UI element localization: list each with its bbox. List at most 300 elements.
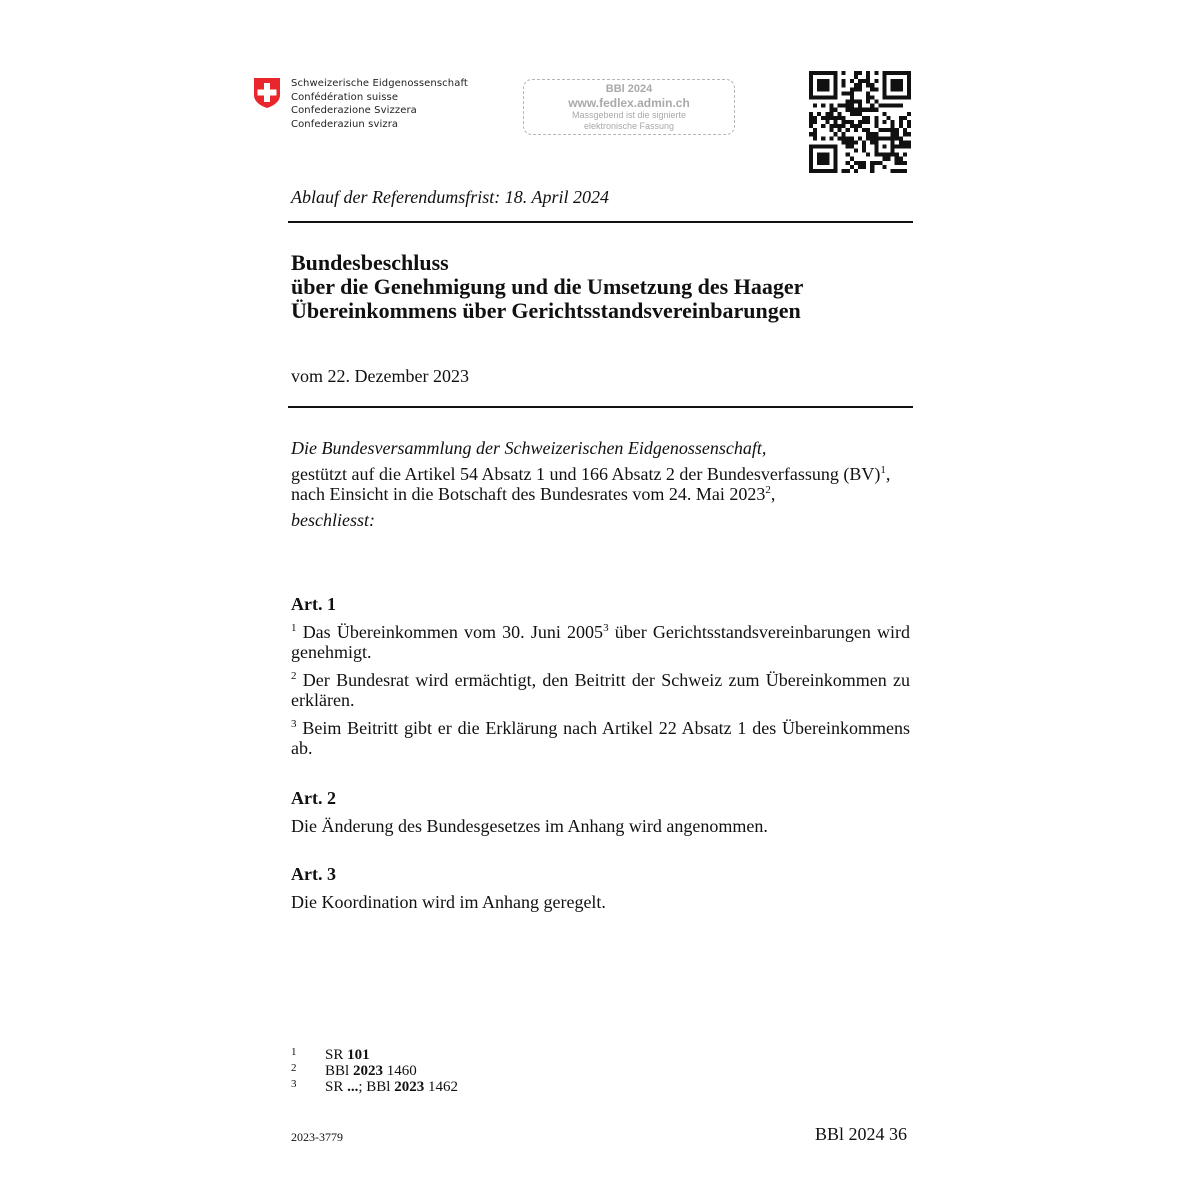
qr-module: [891, 71, 895, 75]
qr-module: [874, 124, 878, 128]
qr-module: [858, 120, 862, 124]
qr-module: [862, 140, 866, 144]
qr-module: [817, 71, 821, 75]
qr-module: [809, 169, 813, 173]
qr-module: [903, 169, 907, 173]
qr-module: [842, 120, 846, 124]
qr-module: [891, 136, 895, 140]
qr-module: [882, 91, 886, 95]
article-2-heading: Art. 2: [291, 788, 336, 808]
qr-module: [850, 140, 854, 144]
qr-module: [850, 79, 854, 83]
qr-module: [907, 140, 911, 144]
qr-module: [903, 128, 907, 132]
qr-module: [907, 144, 911, 148]
qr-module: [850, 165, 854, 169]
qr-module: [862, 165, 866, 169]
qr-module: [854, 100, 858, 104]
qr-module: [858, 165, 862, 169]
qr-module: [842, 136, 846, 140]
qr-module: [866, 75, 870, 79]
qr-module: [829, 144, 833, 148]
footnote-text: BBl: [325, 1063, 353, 1079]
qr-module: [870, 136, 874, 140]
title-divider: [288, 406, 913, 408]
qr-module: [895, 83, 899, 87]
preamble-message-text: nach Einsicht in die Botschaft des Bundesrates vom 24. Mai 2023: [291, 484, 766, 504]
qr-module: [846, 144, 850, 148]
qr-module: [846, 136, 850, 140]
qr-module: [874, 87, 878, 91]
qr-module: [882, 144, 886, 148]
qr-module: [850, 104, 854, 108]
footnote-bold-2: 2023: [394, 1079, 425, 1095]
qr-module: [899, 161, 903, 165]
footnote-text-end: 1460: [382, 1063, 417, 1079]
qr-module: [899, 169, 903, 173]
qr-module: [882, 120, 886, 124]
qr-module: [891, 132, 895, 136]
qr-module: [809, 95, 813, 99]
qr-module: [821, 87, 825, 91]
preamble-message: [291, 484, 910, 504]
qr-module: [866, 120, 870, 124]
qr-module: [817, 112, 821, 116]
qr-module: [854, 149, 858, 153]
stamp-line-3: Massgebend ist die signierte: [571, 110, 687, 120]
qr-module: [833, 95, 837, 99]
qr-module: [882, 75, 886, 79]
qr-module: [829, 136, 833, 140]
qr-module: [866, 79, 870, 83]
qr-module: [817, 87, 821, 91]
qr-module: [846, 128, 850, 132]
paragraph-text: Das Übereinkommen vom 30. Juni 2005: [302, 622, 604, 642]
qr-module: [858, 71, 862, 75]
document-title: [291, 251, 803, 323]
qr-module: [895, 104, 899, 108]
title-line-1: Bundesbeschluss: [291, 250, 449, 275]
qr-module: [874, 149, 878, 153]
qr-module: [903, 132, 907, 136]
preamble-message-punct: ,: [770, 484, 776, 504]
qr-module: [870, 165, 874, 169]
qr-module: [817, 144, 821, 148]
qr-module: [850, 157, 854, 161]
qr-module: [846, 120, 850, 124]
qr-module: [866, 100, 870, 104]
qr-module: [903, 116, 907, 120]
qr-module: [874, 116, 878, 120]
qr-module: [829, 104, 833, 108]
qr-module: [821, 161, 825, 165]
article-1-paragraph-2: [291, 670, 910, 710]
qr-module: [809, 161, 813, 165]
footnote-bold: ...: [347, 1079, 359, 1095]
qr-module: [833, 75, 837, 79]
qr-module: [891, 149, 895, 153]
preamble-basis: [291, 464, 910, 484]
qr-module: [842, 91, 846, 95]
qr-module: [891, 128, 895, 132]
qr-module: [887, 136, 891, 140]
qr-module: [833, 87, 837, 91]
qr-module: [895, 79, 899, 83]
qr-module: [866, 128, 870, 132]
article-3-heading: Art. 3: [291, 864, 336, 884]
qr-module: [813, 128, 817, 132]
qr-module: [809, 91, 813, 95]
qr-module: [878, 153, 882, 157]
qr-module: [833, 165, 837, 169]
qr-module: [846, 153, 850, 157]
qr-module: [895, 169, 899, 173]
qr-module: [825, 79, 829, 83]
qr-module: [833, 149, 837, 153]
qr-module: [809, 124, 813, 128]
qr-module: [825, 71, 829, 75]
qr-module: [866, 95, 870, 99]
qr-module: [907, 75, 911, 79]
qr-module: [899, 144, 903, 148]
qr-module: [858, 83, 862, 87]
federation-name-it: Confederazione Svizzera: [291, 105, 417, 116]
qr-module: [862, 116, 866, 120]
qr-module: [858, 124, 862, 128]
qr-module: [858, 112, 862, 116]
title-line-2: über die Genehmigung und die Umsetzung des Haager: [291, 274, 804, 299]
qr-module: [833, 161, 837, 165]
qr-module: [887, 116, 891, 120]
qr-module: [829, 124, 833, 128]
qr-module: [838, 136, 842, 140]
qr-module: [858, 161, 862, 165]
paragraph-text-cont: über Gerichtsstandsvereinbarungen wird genehmigt.: [291, 622, 911, 662]
qr-module: [870, 161, 874, 165]
qr-module: [895, 128, 899, 132]
qr-module: [899, 83, 903, 87]
qr-module: [874, 100, 878, 104]
qr-module: [858, 87, 862, 91]
qr-module: [882, 153, 886, 157]
qr-module: [895, 87, 899, 91]
footnote-bold: 101: [347, 1047, 370, 1063]
qr-module: [870, 104, 874, 108]
qr-module: [850, 95, 854, 99]
qr-module: [862, 79, 866, 83]
qr-module: [907, 91, 911, 95]
qr-module: [809, 83, 813, 87]
qr-module: [846, 169, 850, 173]
qr-module: [891, 144, 895, 148]
qr-module: [907, 71, 911, 75]
qr-module: [882, 128, 886, 132]
qr-module: [907, 95, 911, 99]
qr-module: [854, 140, 858, 144]
qr-module: [866, 153, 870, 157]
qr-module: [817, 79, 821, 83]
footnote-number: 3: [291, 1078, 297, 1090]
qr-module: [874, 108, 878, 112]
qr-module: [817, 161, 821, 165]
qr-module: [858, 136, 862, 140]
preamble-basis-punct: ,: [885, 464, 891, 484]
qr-module: [858, 108, 862, 112]
footnote-text: SR: [325, 1047, 348, 1063]
qr-module: [854, 128, 858, 132]
qr-module: [842, 124, 846, 128]
qr-module: [821, 153, 825, 157]
qr-module: [842, 83, 846, 87]
qr-module: [846, 140, 850, 144]
qr-module: [907, 120, 911, 124]
qr-module: [887, 95, 891, 99]
qr-module: [809, 71, 813, 75]
qr-module: [825, 169, 829, 173]
qr-module: [862, 161, 866, 165]
qr-module: [895, 71, 899, 75]
qr-module: [874, 79, 878, 83]
qr-module: [882, 136, 886, 140]
qr-module: [833, 132, 837, 136]
qr-module: [882, 112, 886, 116]
qr-module: [907, 83, 911, 87]
qr-module: [833, 91, 837, 95]
qr-module: [817, 157, 821, 161]
qr-module: [907, 112, 911, 116]
qr-module: [821, 124, 825, 128]
swiss-emblem-icon: [253, 77, 281, 109]
article-3-text: Die Koordination wird im Anhang geregelt.: [291, 892, 606, 912]
qr-module: [825, 144, 829, 148]
qr-module: [838, 112, 842, 116]
qr-module: [899, 71, 903, 75]
qr-module: [878, 136, 882, 140]
qr-module: [878, 128, 882, 132]
qr-module: [882, 95, 886, 99]
qr-module: [809, 153, 813, 157]
qr-module: [817, 95, 821, 99]
qr-module: [833, 71, 837, 75]
qr-module: [825, 120, 829, 124]
qr-module: [850, 144, 854, 148]
qr-module: [887, 157, 891, 161]
qr-module: [854, 71, 858, 75]
qr-module: [878, 161, 882, 165]
qr-module: [899, 87, 903, 91]
qr-module: [817, 83, 821, 87]
qr-module: [850, 87, 854, 91]
preamble-basis-text: gestützt auf die Artikel 54 Absatz 1 und 166 Absatz 2 der Bundesverfassung (BV): [291, 464, 881, 484]
qr-module: [899, 136, 903, 140]
qr-module: [809, 132, 813, 136]
qr-module: [813, 169, 817, 173]
qr-module: [891, 140, 895, 144]
qr-module: [899, 79, 903, 83]
qr-module: [866, 108, 870, 112]
qr-module: [874, 144, 878, 148]
footnote-ref-3[interactable]: 3: [603, 622, 609, 634]
qr-module: [862, 149, 866, 153]
qr-module: [882, 79, 886, 83]
qr-module: [842, 132, 846, 136]
qr-module: [858, 100, 862, 104]
footnote-ref-2[interactable]: 2: [765, 484, 771, 496]
qr-module: [829, 169, 833, 173]
qr-module: [854, 112, 858, 116]
qr-module: [862, 120, 866, 124]
qr-module: [817, 169, 821, 173]
qr-module: [833, 144, 837, 148]
qr-module: [903, 153, 907, 157]
stamp-line-1: BBl 2024: [605, 83, 653, 95]
footnote-text-mid: ; BBl: [358, 1079, 395, 1095]
page-reference: BBl 2024 36: [815, 1124, 908, 1144]
qr-module: [903, 140, 907, 144]
paragraph-text: Beim Beitritt gibt er die Erklärung nach Artikel 22 Absatz 1 des Übereinkommens ab.: [291, 718, 911, 758]
qr-module: [854, 108, 858, 112]
federation-name-rm: Confederaziun svizra: [291, 118, 399, 130]
qr-module: [882, 87, 886, 91]
qr-module: [850, 108, 854, 112]
qr-module: [899, 95, 903, 99]
footnote-ref-1[interactable]: 1: [880, 464, 886, 476]
stamp-line-2: www.fedlex.admin.ch: [568, 96, 690, 110]
qr-module: [809, 112, 813, 116]
qr-module: [838, 116, 842, 120]
footnote-number: 1: [291, 1046, 297, 1058]
qr-module: [870, 140, 874, 144]
qr-module: [854, 83, 858, 87]
qr-module: [870, 83, 874, 87]
qr-module: [858, 104, 862, 108]
qr-module: [842, 140, 846, 144]
qr-module: [838, 128, 842, 132]
qr-module: [829, 71, 833, 75]
qr-module: [850, 120, 854, 124]
qr-module: [809, 149, 813, 153]
qr-module: [887, 128, 891, 132]
document-date: vom 22. Dezember 2023: [291, 366, 469, 386]
referendum-deadline: Ablauf der Referendumsfrist: 18. April 2024: [291, 187, 609, 207]
qr-module: [825, 161, 829, 165]
qr-module: [854, 124, 858, 128]
qr-module: [842, 71, 846, 75]
qr-code-icon: [809, 71, 911, 173]
qr-module: [903, 95, 907, 99]
qr-module: [813, 71, 817, 75]
qr-module: [809, 87, 813, 91]
qr-module: [821, 71, 825, 75]
qr-module: [854, 169, 858, 173]
qr-module: [874, 136, 878, 140]
qr-module: [821, 136, 825, 140]
federation-name-de: Schweizerische Eidgenossenschaft: [291, 78, 468, 89]
footnote-text-end: 1462: [424, 1079, 458, 1095]
article-2-text: Die Änderung des Bundesgesetzes im Anhang wird angenommen.: [291, 816, 768, 836]
qr-module: [887, 71, 891, 75]
qr-module: [882, 104, 886, 108]
qr-module: [895, 161, 899, 165]
footnote-bold: 2023: [352, 1063, 383, 1079]
qr-module: [850, 112, 854, 116]
paragraph-number: 2: [291, 670, 297, 682]
qr-module: [833, 157, 837, 161]
qr-module: [866, 116, 870, 120]
qr-module: [866, 136, 870, 140]
qr-module: [854, 75, 858, 79]
qr-module: [833, 120, 837, 124]
qr-module: [821, 79, 825, 83]
qr-module: [809, 144, 813, 148]
title-line-3: Übereinkommens über Gerichtsstandsvereinbarungen: [291, 298, 801, 323]
qr-module: [846, 108, 850, 112]
qr-module: [907, 132, 911, 136]
paragraph-text: Der Bundesrat wird ermächtigt, den Beitritt der Schweiz zum Übereinkommen zu erklären.: [291, 670, 910, 710]
qr-module: [821, 104, 825, 108]
qr-module: [850, 91, 854, 95]
qr-module: [870, 132, 874, 136]
qr-module: [813, 136, 817, 140]
qr-module: [829, 112, 833, 116]
qr-module: [866, 132, 870, 136]
qr-module: [813, 116, 817, 120]
qr-module: [874, 140, 878, 144]
qr-module: [895, 144, 899, 148]
qr-module: [866, 91, 870, 95]
qr-module: [833, 169, 837, 173]
qr-module: [809, 120, 813, 124]
qr-module: [870, 87, 874, 91]
qr-module: [854, 87, 858, 91]
article-1-paragraph-3: [291, 718, 910, 758]
qr-module: [882, 157, 886, 161]
qr-module: [821, 144, 825, 148]
paragraph-number: 3: [291, 718, 297, 730]
qr-module: [821, 157, 825, 161]
qr-module: [858, 79, 862, 83]
qr-module: [813, 144, 817, 148]
footnote-number: 2: [291, 1062, 297, 1074]
qr-module: [891, 153, 895, 157]
qr-module: [891, 83, 895, 87]
qr-module: [821, 169, 825, 173]
qr-module: [882, 165, 886, 169]
qr-module: [838, 104, 842, 108]
qr-module: [842, 116, 846, 120]
qr-module: [870, 169, 874, 173]
qr-module: [829, 108, 833, 112]
qr-module: [821, 83, 825, 87]
preamble-resolves: beschliesst:: [291, 510, 375, 530]
document-id: 2023-3779: [291, 1130, 343, 1144]
qr-module: [895, 153, 899, 157]
qr-module: [825, 116, 829, 120]
qr-module: [874, 71, 878, 75]
qr-module: [842, 169, 846, 173]
qr-module: [833, 79, 837, 83]
paragraph-number: 1: [291, 622, 297, 634]
qr-module: [833, 108, 837, 112]
qr-module: [903, 161, 907, 165]
qr-module: [891, 169, 895, 173]
qr-module: [829, 128, 833, 132]
qr-module: [862, 144, 866, 148]
qr-module: [854, 161, 858, 165]
qr-module: [882, 71, 886, 75]
qr-module: [891, 120, 895, 124]
qr-module: [850, 100, 854, 104]
